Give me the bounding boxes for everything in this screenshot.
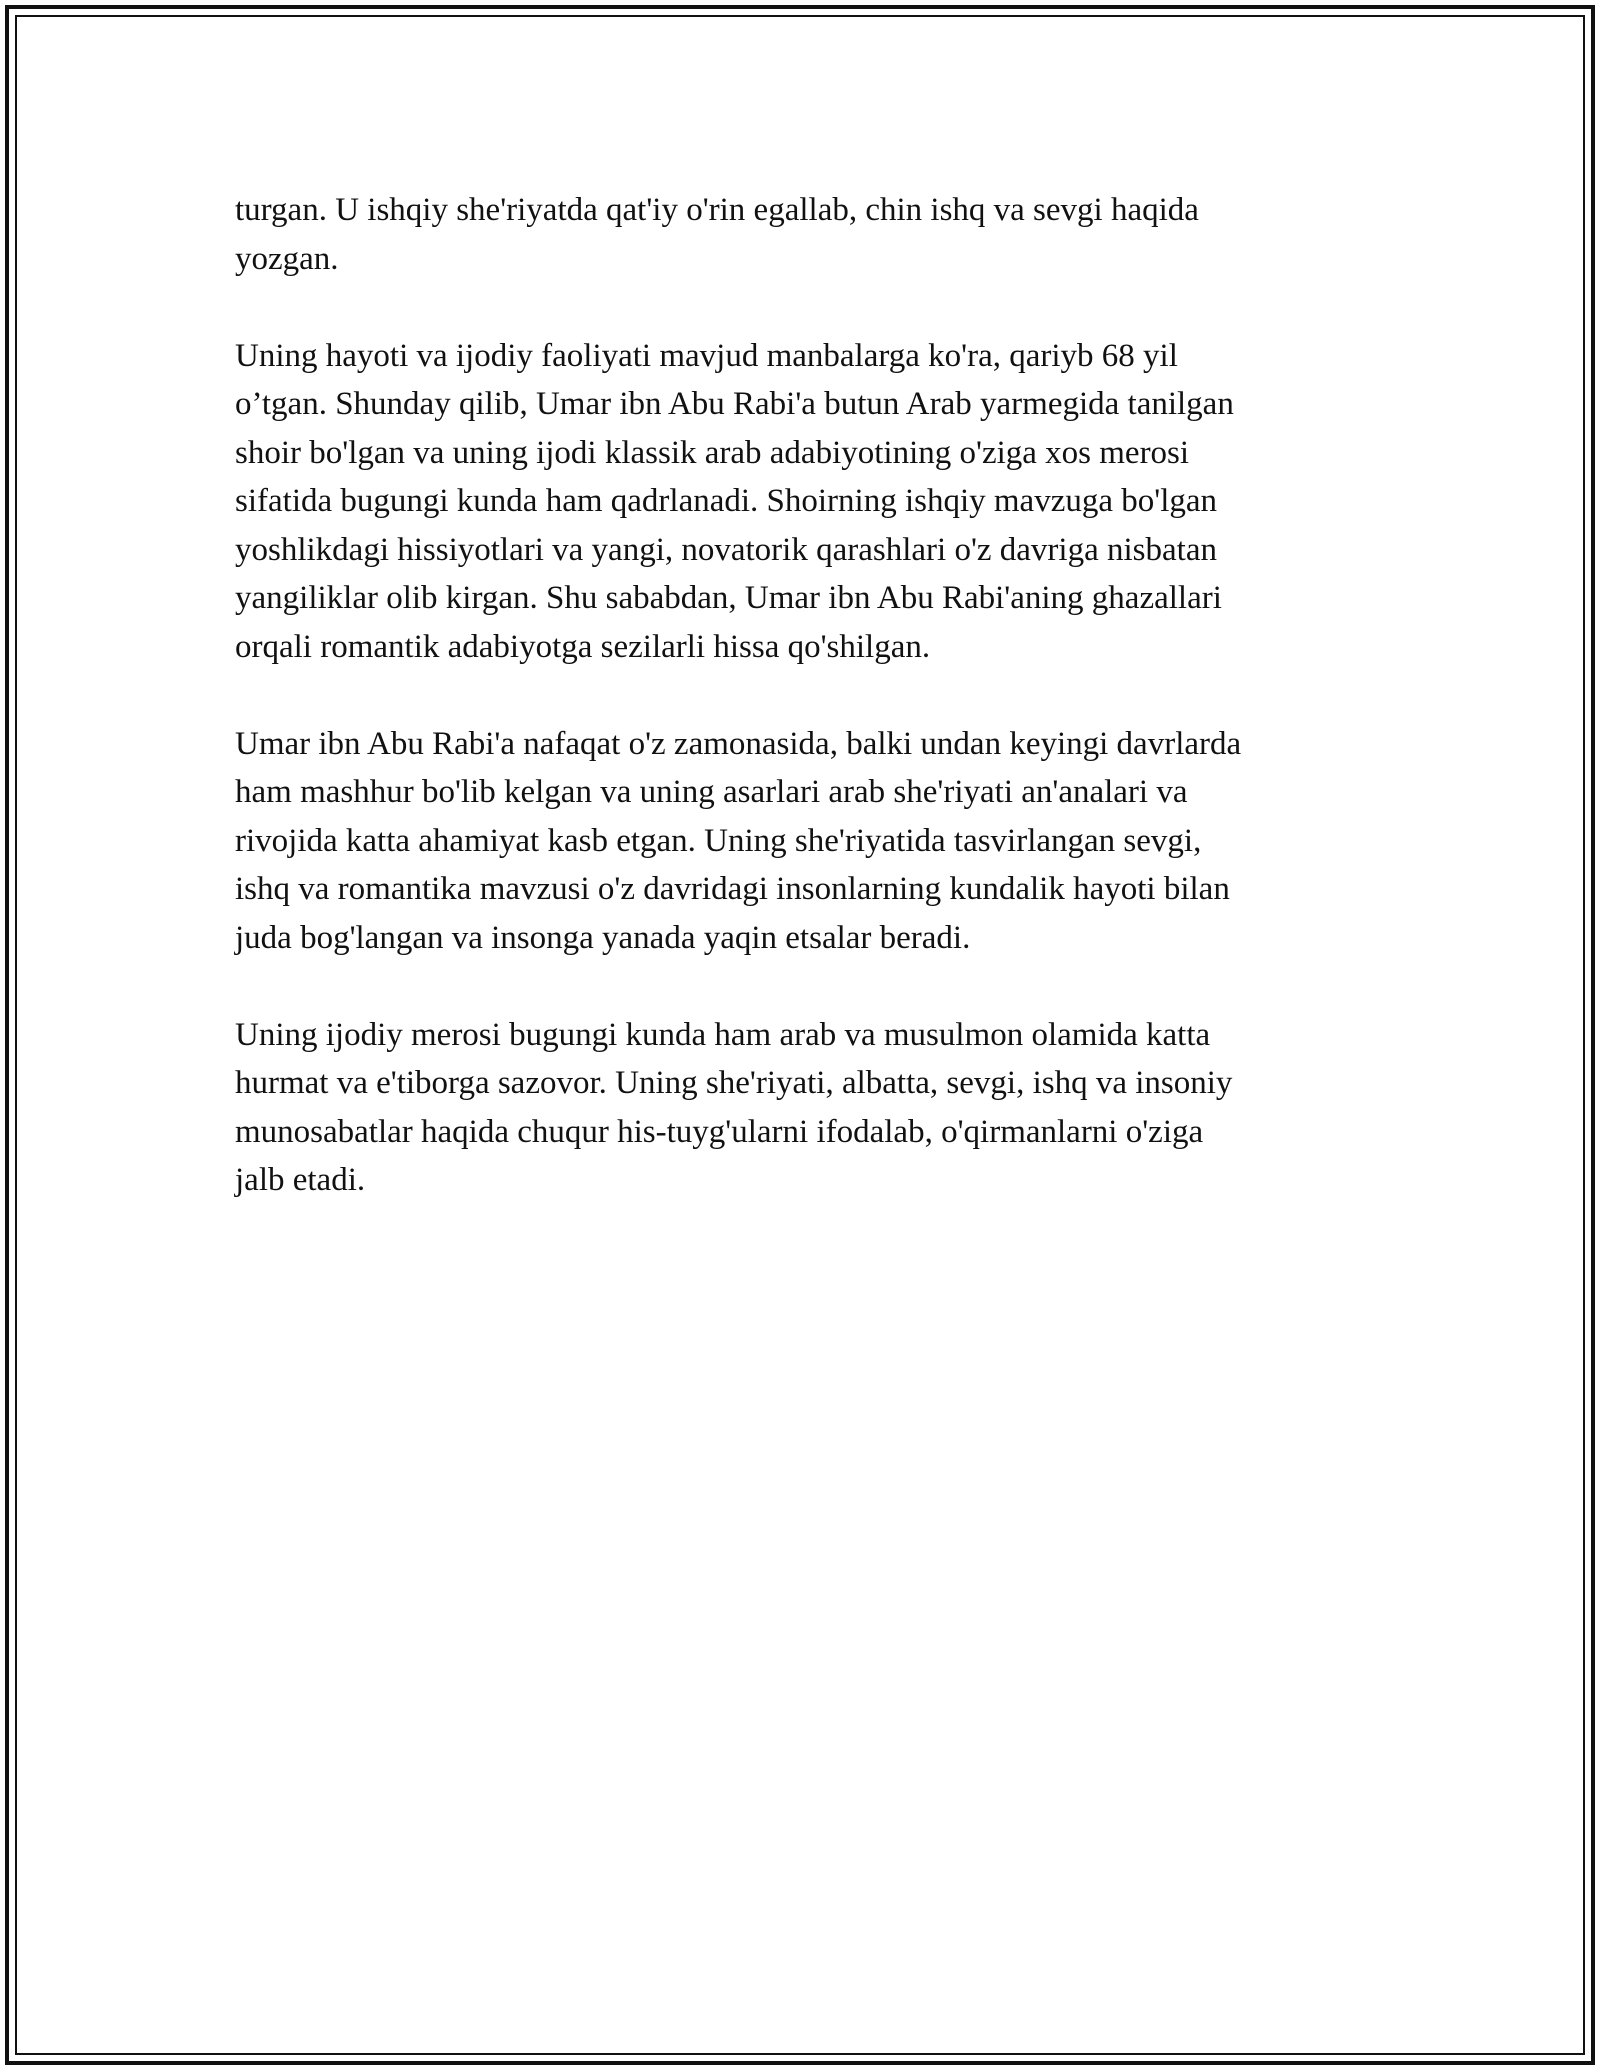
paragraph-1: turgan. U ishqiy she'riyatda qat'iy o'rin egallab, chin ishq va sevgi haqida yozgan. <box>235 192 1199 277</box>
paragraph-4: Uning ijodiy merosi bugungi kunda ham arab va musulmon olamida katta hurmat va e'tiborga sazovor. Uning she'riyati, albatta, sevgi, ishq va insoniy munosabatlar haqida chuqur his-tuyg'ularni ifodalab, o'qirmanlarni o'ziga jalb etadi. <box>235 1016 1233 1198</box>
document-body <box>235 186 1365 1253</box>
paragraph-3: Umar ibn Abu Rabi'a nafaqat o'z zamonasida, balki undan keyingi davrlarda ham mashhur bo'lib kelgan va uning asarlari arab she'riyati an'analari va rivojida katta ahamiyat kasb etgan. Uning she'riyatida tasvirlangan sevgi, ishq va romantika mavzusi o'z davridagi insonlarning kundalik hayoti bilan juda bog'langan va insonga yanada yaqin etsalar beradi. <box>235 725 1242 956</box>
paragraph-2: Uning hayoti va ijodiy faoliyati mavjud manbalarga ko'ra, qariyb 68 yil o’tgan. Shunday qilib, Umar ibn Abu Rabi'a butun Arab yarmegida tanilgan shoir bo'lgan va uning ijodi klassik arab adabiyotining o'ziga xos merosi sifatida bugungi kunda ham qadrlanadi. Shoirning ishqiy mavzuga bo'lgan yoshlikdagi hissiyotlari va yangi, novatorik qarashlari o'z davriga nisbatan yangiliklar olib kirgan. Shu sababdan, Umar ibn Abu Rabi'aning ghazallari orqali romantik adabiyotga sezilarli hissa qo'shilgan. <box>235 337 1234 665</box>
